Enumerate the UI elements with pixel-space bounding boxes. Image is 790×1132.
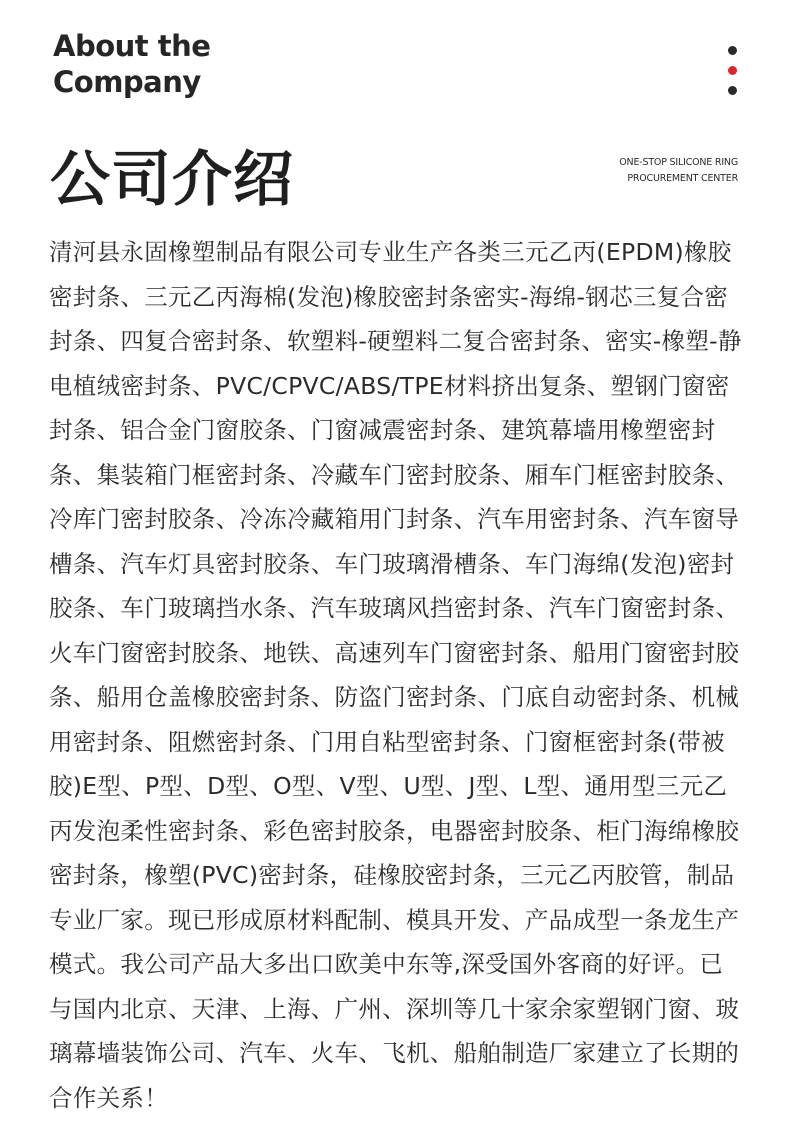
- english-title-line-2: Company: [53, 65, 201, 99]
- tagline: [619, 155, 738, 187]
- vertical-dots-icon[interactable]: [728, 46, 738, 106]
- page-title: 公司介绍: [50, 145, 294, 215]
- dot-top: [728, 46, 737, 55]
- dot-middle-accent: [728, 66, 737, 75]
- english-title-line-1: About the: [53, 29, 211, 63]
- english-title: [53, 28, 313, 100]
- tagline-line-2: PROCUREMENT CENTER: [627, 173, 738, 184]
- dot-bottom: [728, 86, 737, 95]
- tagline-line-1: ONE-STOP SILICONE RING: [619, 157, 738, 168]
- company-description: 清河县永固橡塑制品有限公司专业生产各类三元乙丙(EPDM)橡胶密封条、三元乙丙海棉(发泡)橡胶密封条密实-海绵-钢芯三复合密封条、四复合密封条、软塑料-硬塑料二复合密封条、密实-橡塑-静电植绒密封条、PVC/CPVC/ABS/TPE材料挤出复条、塑钢门窗密封条、铝合金门窗胶条、门窗减震密封条、建筑幕墙用橡塑密封条、集装箱门框密封条、冷藏车门密封胶条、厢车门框密封胶条、冷库门密封胶条、冷冻冷藏箱用门封条、汽车用密封条、汽车窗导槽条、汽车灯具密封胶条、车门玻璃滑槽条、车门海绵(发泡)密封胶条、车门玻璃挡水条、汽车玻璃风挡密封条、汽车门窗密封条、火车门窗密封胶条、地铁、高速列车门窗密封条、船用门窗密封胶条、船用仓盖橡胶密封条、防盗门密封条、门底自动密封条、机械用密封条、阻燃密封条、门用自粘型密封条、门窗框密封条(带被胶)E型、P型、D型、O型、V型、U型、J型、L型、通用型三元乙丙发泡柔性密封条、彩色密封胶条，电器密封胶条、柜门海绵橡胶密封条，橡塑(PVC)密封条，硅橡胶密封条，三元乙丙胶管，制品专业厂家。现已形成原材料配制、模具开发、产品成型一条龙生产模式。我公司产品大多出口欧美中东等,深受国外客商的好评。已与国内北京、天津、上海、广州、深圳等几十家余家塑钢门窗、玻璃幕墙装饰公司、汽车、火车、飞机、船舶制造厂家建立了长期的合作关系！: [49, 238, 742, 1112]
